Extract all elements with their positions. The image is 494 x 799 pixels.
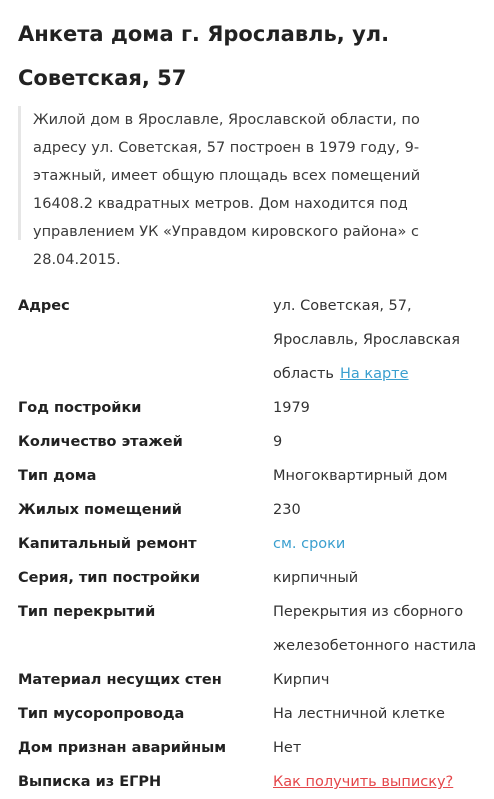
detail-row-series bbox=[18, 561, 488, 595]
series-value: кирпичный bbox=[273, 570, 359, 586]
floor-type-label: Тип перекрытий bbox=[18, 604, 156, 620]
address-label: Адрес bbox=[18, 298, 70, 314]
series-label: Серия, тип постройки bbox=[18, 570, 200, 586]
egrn-label: Выписка из ЕГРН bbox=[18, 774, 162, 790]
egrn-value-cell bbox=[273, 765, 488, 799]
year-label: Год постройки bbox=[18, 400, 142, 416]
floors-label: Количество этажей bbox=[18, 434, 183, 450]
emergency-label: Дом признан аварийным bbox=[18, 740, 227, 756]
egrn-link[interactable]: Как получить выписку? bbox=[273, 774, 454, 790]
wall-material-label: Материал несущих стен bbox=[18, 672, 222, 688]
house-details-table bbox=[18, 289, 488, 799]
living-units-label: Жилых помещений bbox=[18, 502, 182, 518]
detail-row-emergency bbox=[18, 731, 488, 765]
detail-row-floor-type bbox=[18, 595, 488, 663]
living-units-value: 230 bbox=[273, 502, 301, 518]
floor-type-value: Перекрытия из сборного железобетонного настила bbox=[273, 604, 477, 654]
capital-repair-value-cell bbox=[273, 527, 488, 561]
detail-row-address bbox=[18, 289, 488, 391]
address-value-cell bbox=[273, 289, 488, 391]
house-type-label: Тип дома bbox=[18, 468, 97, 484]
garbage-chute-label: Тип мусоропровода bbox=[18, 706, 185, 722]
detail-row-floors bbox=[18, 425, 488, 459]
map-link[interactable]: На карте bbox=[339, 366, 409, 382]
year-value: 1979 bbox=[273, 400, 310, 416]
detail-row-house-type bbox=[18, 459, 488, 493]
capital-repair-link[interactable]: см. сроки bbox=[273, 536, 346, 552]
wall-material-value: Кирпич bbox=[273, 672, 330, 688]
detail-row-living-units bbox=[18, 493, 488, 527]
detail-row-egrn bbox=[18, 765, 488, 799]
emergency-value: Нет bbox=[273, 740, 302, 756]
address-value: ул. Советская, 57, Ярославль, Ярославская область bbox=[273, 298, 461, 382]
detail-row-wall-material bbox=[18, 663, 488, 697]
page-title: Анкета дома г. Ярославль, ул. Советская, 57 bbox=[18, 22, 390, 90]
house-description: Жилой дом в Ярославле, Ярославской области, по адресу ул. Советская, 57 построен в 1979 году, 9-этажный, имеет общую площадь всех помещений 16408.2 квадратных метров. Дом находится под управлением УК «Управдом кировского района» с 28.04.2015. bbox=[18, 106, 478, 240]
detail-row-capital-repair bbox=[18, 527, 488, 561]
garbage-chute-value: На лестничной клетке bbox=[273, 706, 445, 722]
capital-repair-label: Капитальный ремонт bbox=[18, 536, 197, 552]
detail-row-year bbox=[18, 391, 488, 425]
house-type-value: Многоквартирный дом bbox=[273, 468, 448, 484]
floors-value: 9 bbox=[273, 434, 283, 450]
detail-row-garbage-chute bbox=[18, 697, 488, 731]
